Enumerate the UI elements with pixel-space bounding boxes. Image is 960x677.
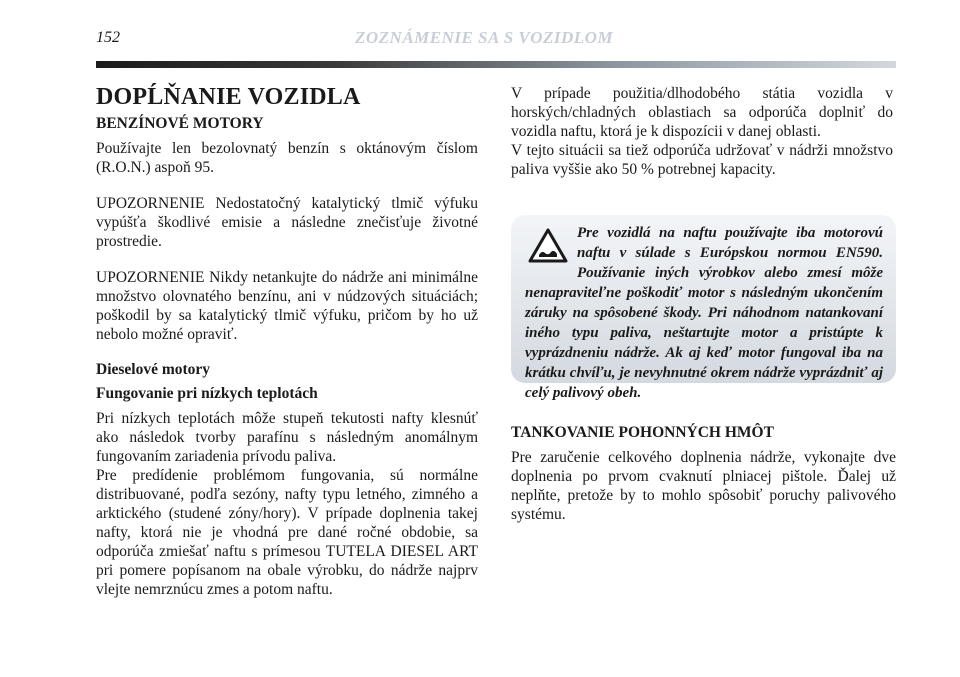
leaded-fuel-warning-paragraph: UPOZORNENIE Nikdy netankujte do nádrže ani minimálne množstvo olovnatého benzínu, ani v núdzových situáciách; poškodil by sa katalytický tlmič výfuku, pričom by ho už nebolo možné opraviť.: [96, 269, 478, 343]
tank-heading: TANKOVANIE POHONNÝCH HMÔT: [511, 424, 774, 441]
warning-text: Pre vozidlá na naftu používajte iba motorovú naftu v súlade s Európskou normou EN590. Používanie iných výrobkov alebo zmesí môže nenapraviteľne poškodiť motor s následným ukončením záruky na spôsobené škody. Pri náhodnom natankovaní iného typu paliva, neštartujte motor a pristúpte k vyprázdneniu nádrže. Ak aj keď motor fungoval iba na krátku chvíľu, je nevyhnutné okrem nádrže vyprázdniť aj celý palivový obeh.: [525, 225, 883, 401]
mountain-paragraph: V prípade použitia/dlhodobého státia vozidla v horských/chladných oblastiach sa odporúča doplniť do vozidla naftu, ktorá je k dispozícii v danej oblasti.: [511, 85, 893, 140]
left-column: [96, 84, 478, 599]
diesel-heading: Dieselové motory: [96, 361, 211, 378]
warning-box: [511, 215, 896, 401]
running-header: ZOZNÁMENIE SA S VOZIDLOM: [355, 28, 614, 47]
page-number: 152: [96, 29, 120, 46]
catalyst-warning-paragraph: UPOZORNENIE Nedostatočný katalytický tlmič výfuku vypúšťa škodlivé emisie a následne znečisťuje životné prostredie.: [96, 195, 478, 250]
cold-operation-heading: Fungovanie pri nízkych teplotách: [96, 385, 318, 402]
petrol-heading: BENZÍNOVÉ MOTORY: [96, 115, 264, 132]
tank-paragraph: Pre zaručenie celkového doplnenia nádrže, vykonajte dve doplnenia po prvom cvaknutí plniacej pištole. Ďalej už neplňte, pretože by to mohlo spôsobiť poruchy palivového systému.: [511, 449, 896, 523]
page-title: DOPĹŇANIE VOZIDLA: [96, 84, 361, 110]
tank-level-paragraph: V tejto situácii sa tiež odporúča udržovať v nádrži množstvo paliva vyššie ako 50 % potrebnej kapacity.: [511, 142, 893, 178]
cold-paragraph: Pri nízkych teplotách môže stupeň tekutosti nafty klesnúť ako následok tvorby parafínu s následným anomálnym fungovaním zariadenia prívodu paliva.: [96, 410, 478, 465]
tank-section: [511, 424, 896, 524]
right-column: [511, 84, 893, 179]
header-rule: [96, 61, 896, 68]
petrol-paragraph: Používajte len bezolovnatý benzín s oktánovým číslom (R.O.N.) aspoň 95.: [96, 140, 478, 176]
seasonal-diesel-paragraph: Pre predídenie problémom fungovania, sú normálne distribuované, podľa sezóny, nafty typu letného, zimného a arktického (studené zóny/hory). V prípade doplnenia takej nafty, ktorá nie je vhodná pre dané ročné obdobie, sa odporúča zmiešať naftu s prímesou TUTELA DIESEL ART pri pomere popísanom na obale výrobku, do nádrže najprv vlejte nemrznúcu zmes a potom naftu.: [96, 467, 478, 598]
